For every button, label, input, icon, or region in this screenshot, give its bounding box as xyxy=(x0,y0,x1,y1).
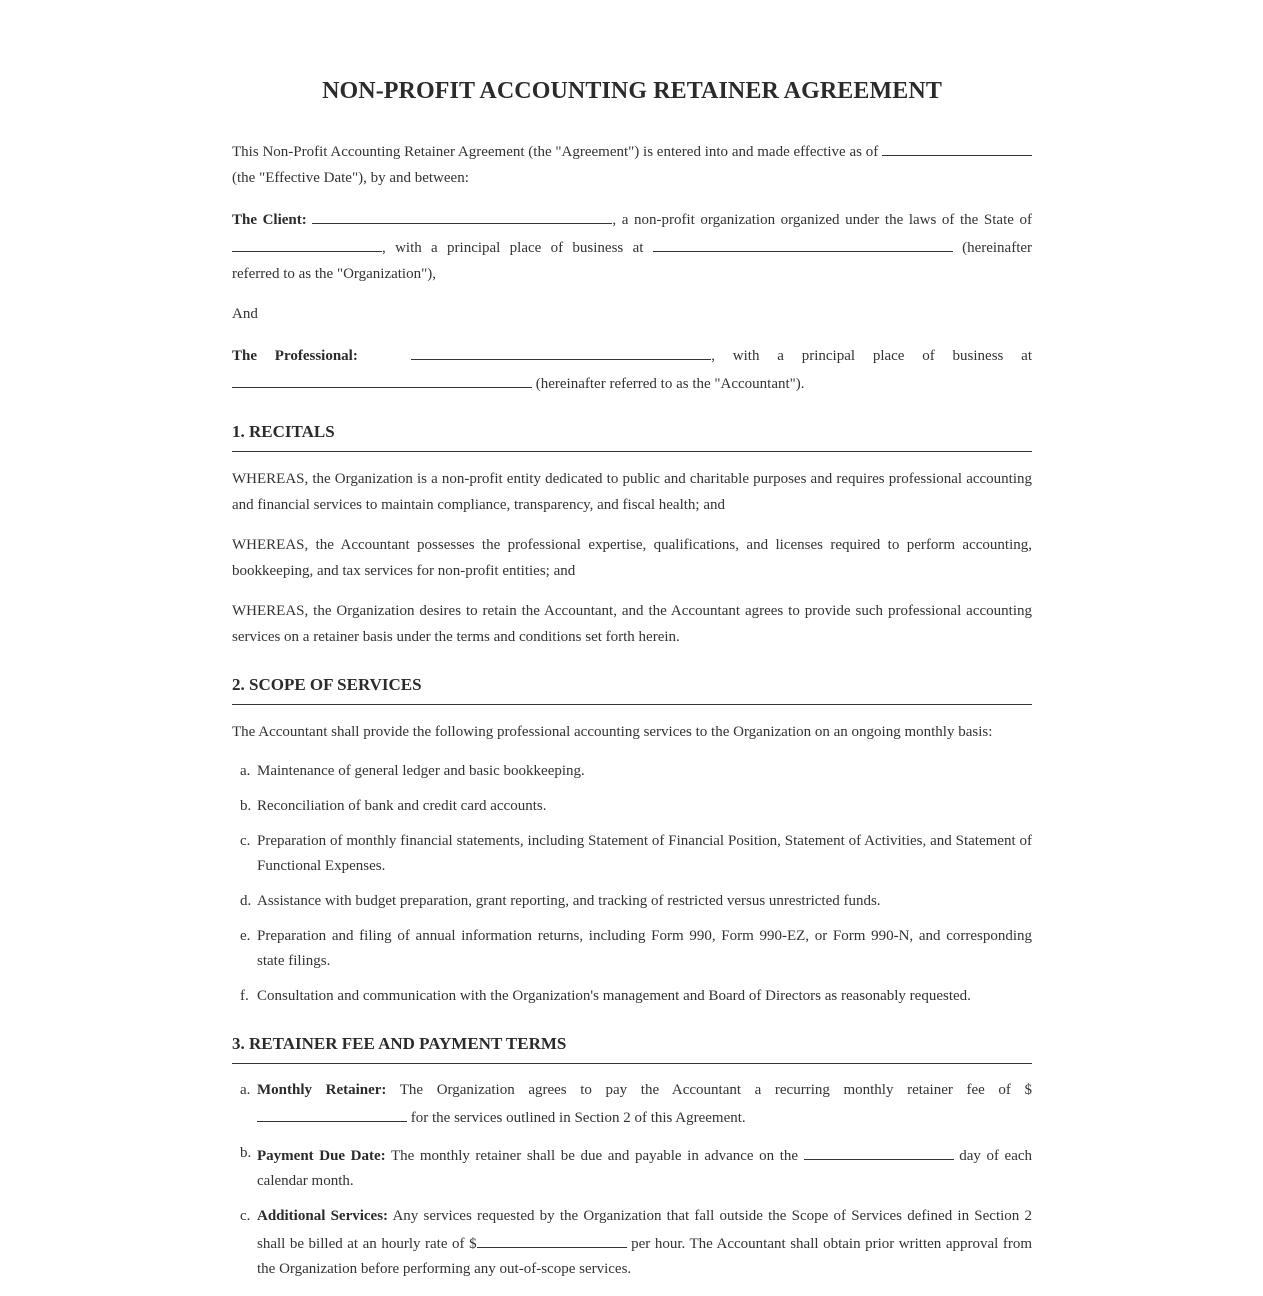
list-item-text: The Organization agrees to pay the Accountant a recurring monthly retainer fee of $ xyxy=(399,1082,1033,1098)
list-marker: f. xyxy=(240,988,249,1004)
list-marker: c. xyxy=(240,1208,251,1224)
list-item xyxy=(232,829,1032,879)
client-text-2: , with a principal place of business at xyxy=(382,240,644,256)
list-item-text: per hour. The Accountant shall obtain prior written approval from the Organization before performing any out-of-scope services. xyxy=(257,1236,1032,1277)
document-title: NON-PROFIT ACCOUNTING RETAINER AGREEMENT xyxy=(322,78,942,104)
and-text: And xyxy=(232,306,258,322)
list-item-text: Any services requested by the Organization that fall outside the Scope of Services defined in Section 2 shall be billed at an hourly rate of $ xyxy=(257,1208,1032,1252)
list-item xyxy=(232,984,1032,1009)
list-item-text: Consultation and communication with the Organization's management and Board of Directors as reasonably requested. xyxy=(257,988,971,1004)
list-item xyxy=(232,1141,1032,1194)
list-item xyxy=(232,794,1032,819)
list-marker: a. xyxy=(240,763,251,779)
intro-text-end: (the "Effective Date"), by and between: xyxy=(232,170,469,186)
payment-due-date-label: Payment Due Date: xyxy=(257,1148,386,1164)
list-marker: a. xyxy=(240,1082,251,1098)
effective-date-blank[interactable] xyxy=(882,137,1032,156)
recital-paragraph: WHEREAS, the Organization is a non-profit entity dedicated to public and charitable purposes and requires professional accounting and financial services to maintain compliance, transparency, and fiscal health; and xyxy=(232,471,1032,513)
list-item-text: Maintenance of general ledger and basic bookkeeping. xyxy=(257,763,585,779)
list-marker: e. xyxy=(240,928,251,944)
client-address-blank[interactable] xyxy=(653,233,953,252)
list-item-text: Reconciliation of bank and credit card accounts. xyxy=(257,798,547,814)
list-item-text: for the services outlined in Section 2 of this Agreement. xyxy=(410,1110,746,1126)
additional-services-label: Additional Services: xyxy=(257,1208,389,1224)
recital-paragraph: WHEREAS, the Organization desires to retain the Accountant, and the Accountant agrees to provide such professional accounting services on a retainer basis under the terms and conditions set forth herein. xyxy=(232,603,1032,645)
scope-intro: The Accountant shall provide the following professional accounting services to the Organization on an ongoing monthly basis: xyxy=(232,724,993,740)
list-item xyxy=(232,1078,1032,1131)
section-heading-scope: 2. SCOPE OF SERVICES xyxy=(232,672,1032,705)
list-item-text: Assistance with budget preparation, grant reporting, and tracking of restricted versus unrestricted funds. xyxy=(257,893,881,909)
list-item xyxy=(232,1204,1032,1282)
intro-paragraph xyxy=(232,137,1032,191)
professional-label: The Professional: xyxy=(232,348,358,364)
hourly-rate-blank[interactable] xyxy=(477,1229,627,1248)
intro-text: This Non-Profit Accounting Retainer Agreement (the "Agreement") is entered into and made effective as of xyxy=(232,144,879,160)
scope-list xyxy=(232,759,1032,1009)
list-item xyxy=(232,924,1032,974)
client-label: The Client: xyxy=(232,212,307,228)
due-day-blank[interactable] xyxy=(804,1141,954,1160)
client-paragraph xyxy=(232,205,1032,287)
section-heading-fees: 3. RETAINER FEE AND PAYMENT TERMS xyxy=(232,1031,1032,1064)
retainer-fee-blank[interactable] xyxy=(257,1103,407,1122)
professional-text-1: , with a principal place of business at xyxy=(711,348,1033,364)
list-item-text: The monthly retainer shall be due and payable in advance on the xyxy=(390,1148,799,1164)
professional-address-blank[interactable] xyxy=(232,369,532,388)
client-name-blank[interactable] xyxy=(312,205,612,224)
list-item-text: Preparation and filing of annual information returns, including Form 990, Form 990-EZ, or Form 990-N, and corresponding state filings. xyxy=(257,928,1032,969)
client-text-3: (hereinafter referred to as the "Organization"), xyxy=(232,240,1033,282)
list-marker: b. xyxy=(240,798,252,814)
section-heading-recitals: 1. RECITALS xyxy=(232,419,1032,452)
professional-paragraph xyxy=(232,341,1032,397)
agreement-page xyxy=(232,0,1032,1282)
professional-text-2: (hereinafter referred to as the "Accountant"). xyxy=(535,376,805,392)
list-marker: d. xyxy=(240,893,252,909)
list-marker: b. xyxy=(240,1145,252,1161)
fees-list xyxy=(232,1078,1032,1282)
client-text-1: , a non-profit organization organized under the laws of the State of xyxy=(612,212,1033,228)
monthly-retainer-label: Monthly Retainer: xyxy=(257,1082,387,1098)
client-state-blank[interactable] xyxy=(232,233,382,252)
professional-name-blank[interactable] xyxy=(411,341,711,360)
list-marker: c. xyxy=(240,833,251,849)
list-item xyxy=(232,889,1032,914)
recital-paragraph: WHEREAS, the Accountant possesses the professional expertise, qualifications, and licenses required to perform accounting, bookkeeping, and tax services for non-profit entities; and xyxy=(232,537,1032,579)
list-item-text: Preparation of monthly financial statements, including Statement of Financial Position, Statement of Activities, and Statement of Functional Expenses. xyxy=(257,833,1032,874)
list-item-text: day of each calendar month. xyxy=(257,1148,1033,1189)
list-item xyxy=(232,759,1032,784)
